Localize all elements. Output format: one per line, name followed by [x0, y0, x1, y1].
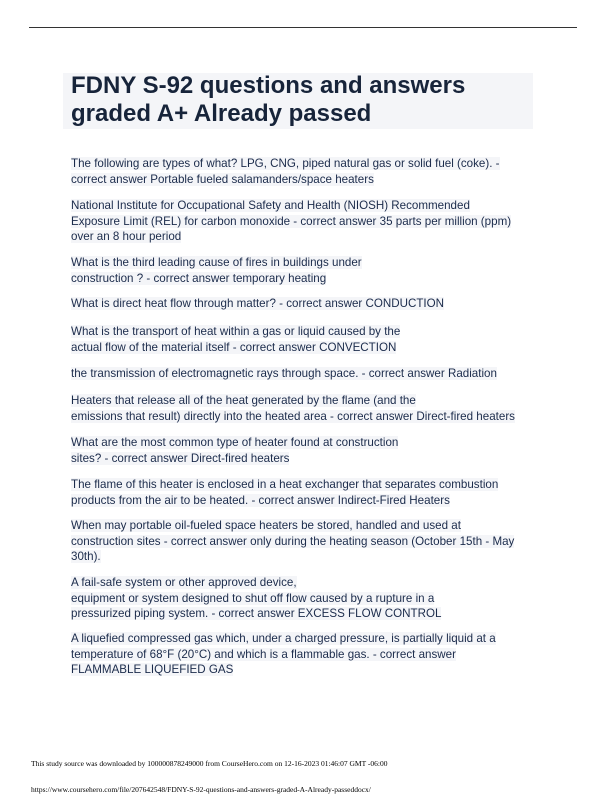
qa-item-text: What is direct heat flow through matter? - correct answer CONDUCTION	[71, 297, 445, 310]
qa-item	[71, 296, 444, 312]
qa-item	[71, 366, 497, 382]
qa-item	[71, 477, 498, 508]
qa-item	[71, 435, 398, 466]
qa-item	[71, 324, 400, 355]
qa-item-text: A fail-safe system or other approved device, equipment or system designed to shut off flow caused by a rupture in a pressurized piping system. - correct answer EXCESS FLOW CONTROL	[71, 576, 442, 620]
qa-item-text: What is the transport of heat within a gas or liquid caused by the actual flow of the material itself - correct answer CONVECTION	[71, 325, 401, 354]
qa-item-text: What is the third leading cause of fires in buildings under construction ? - correct answer temporary heating	[71, 256, 362, 285]
qa-item	[71, 198, 511, 245]
qa-item	[71, 255, 362, 286]
qa-item-text: National Institute for Occupational Safety and Health (NIOSH) Recommended Exposure Limit (REL) for carbon monoxide - correct answer 35 parts per million (ppm) over an 8 hour period	[71, 199, 512, 243]
qa-item	[71, 631, 496, 678]
document-title: FDNY S-92 questions and answers graded A+ Already passed	[71, 72, 466, 127]
qa-item-text: What are the most common type of heater found at construction sites? - correct answer Direct-fired heaters	[71, 436, 399, 465]
qa-item	[71, 156, 500, 187]
qa-item-text: the transmission of electromagnetic rays through space. - correct answer Radiation	[71, 367, 497, 380]
qa-item-text: When may portable oil-fueled space heaters be stored, handled and used at construction sites - correct answer only during the heating season (October 15th - May 30th).	[71, 519, 515, 563]
download-note: This study source was downloaded by 100000878249000 from CourseHero.com on 12-16-2023 01:46:07 GMT -06:00	[31, 759, 388, 768]
qa-item	[71, 575, 441, 622]
qa-item-text: Heaters that release all of the heat generated by the flame (and the emissions that result) directly into the heated area - correct answer Direct-fired heaters	[71, 394, 515, 423]
qa-item	[71, 518, 514, 565]
qa-item	[71, 393, 515, 424]
qa-item-text: The following are types of what? LPG, CNG, piped natural gas or solid fuel (coke). - correct answer Portable fueled salamanders/space heaters	[71, 157, 500, 186]
qa-item-text: A liquefied compressed gas which, under a charged pressure, is partially liquid at a temperature of 68°F (20°C) and which is a flammable gas. - correct answer FLAMMABLE LIQUEFIED GAS	[71, 632, 496, 676]
top-rule	[29, 27, 577, 28]
source-url[interactable]: https://www.coursehero.com/file/207642548/FDNY-S-92-questions-and-answers-graded-A-Already-passeddocx/	[31, 785, 371, 794]
qa-item-text: The flame of this heater is enclosed in a heat exchanger that separates combustion products from the air to be heated. - correct answer Indirect-Fired Heaters	[71, 478, 499, 507]
